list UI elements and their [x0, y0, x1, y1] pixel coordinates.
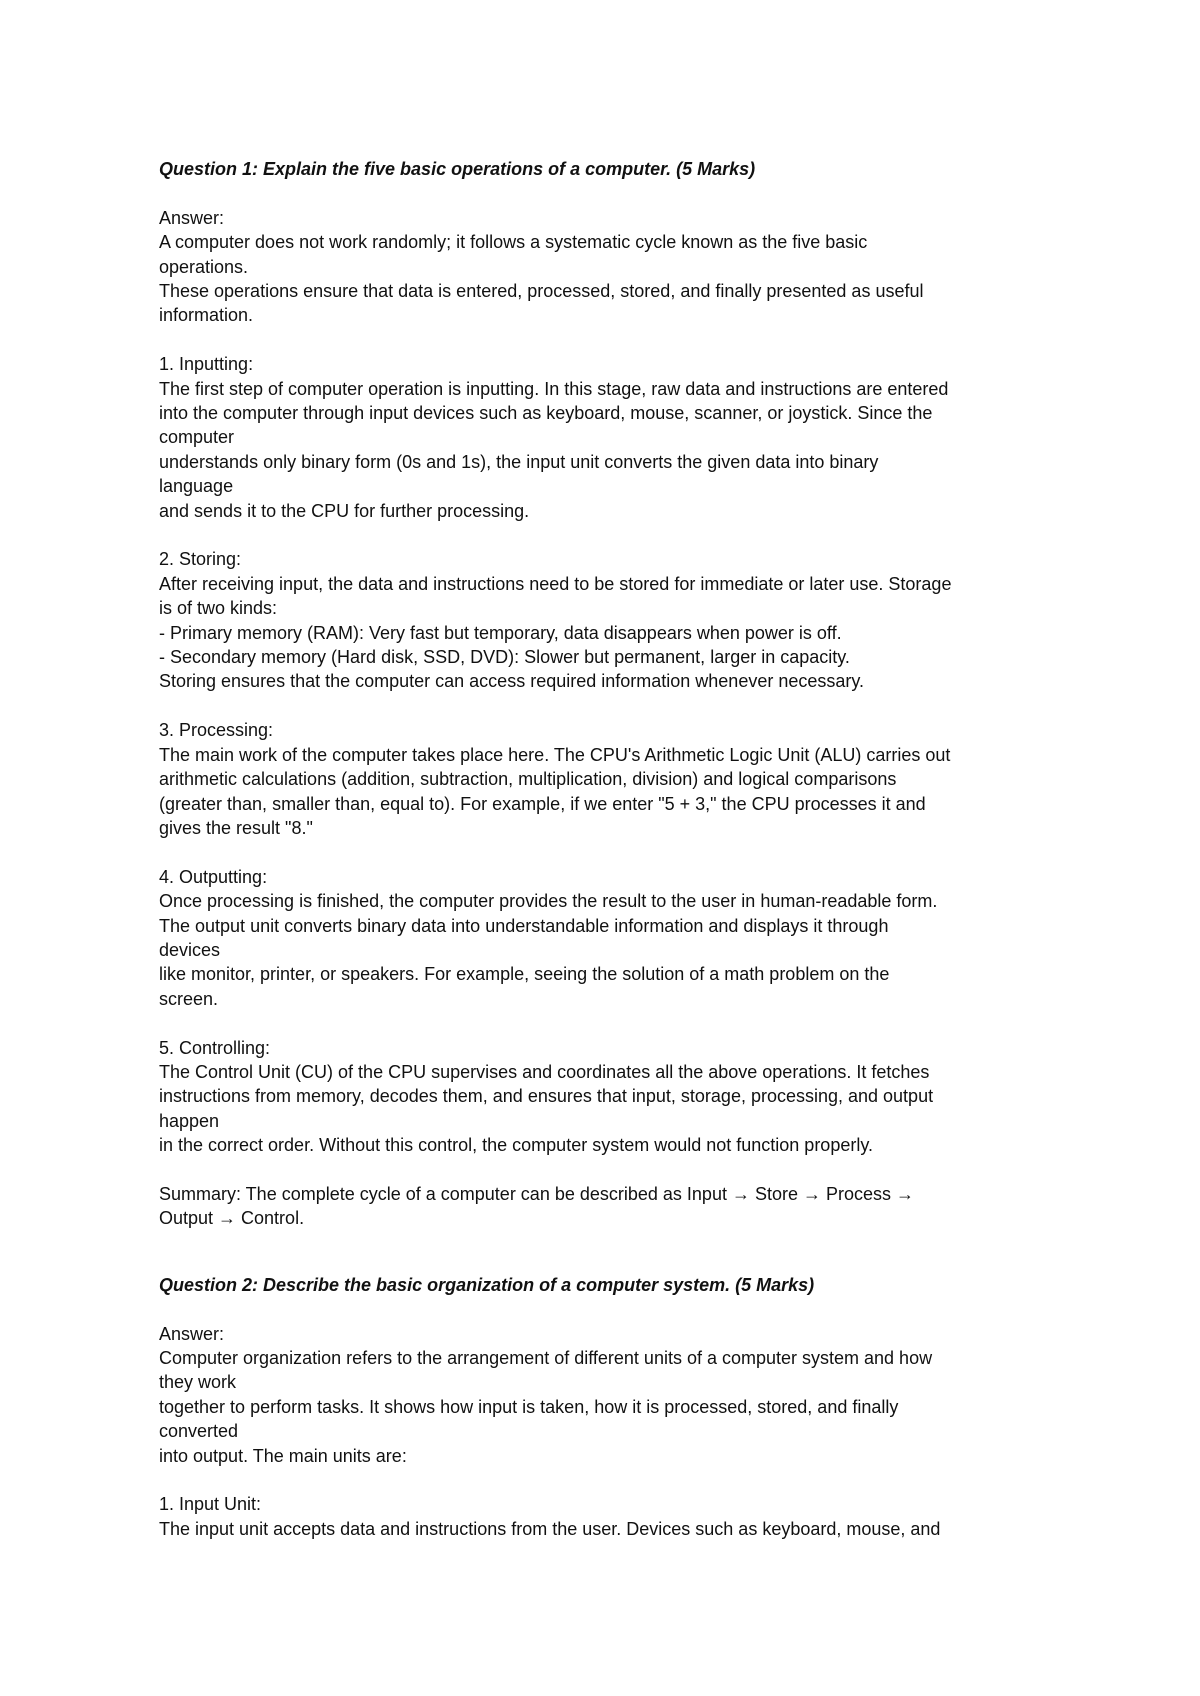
q2-intro-line: into output. The main units are:: [159, 1445, 407, 1466]
section-heading-input-unit: 1. Input Unit:: [159, 1494, 262, 1515]
section-line: The first step of computer operation is inputting. In this stage, raw data and instructions are entered: [159, 378, 949, 399]
spacer: [159, 840, 1059, 864]
section-heading-controlling: 5. Controlling:: [159, 1037, 271, 1058]
section-line: The input unit accepts data and instructions from the user. Devices such as keyboard, mouse, and: [159, 1518, 941, 1539]
spacer: [159, 1158, 1059, 1182]
question-2-title: Question 2: Describe the basic organization of a computer system. (5 Marks): [159, 1274, 815, 1295]
section-line: into the computer through input devices such as keyboard, mouse, scanner, or joystick. Since the: [159, 403, 933, 424]
q1-intro-line: These operations ensure that data is entered, processed, stored, and finally presented as useful: [159, 281, 924, 302]
section-line: arithmetic calculations (addition, subtraction, multiplication, division) and logical comparisons: [159, 769, 897, 790]
section-line: devices: [159, 939, 221, 960]
spacer: [159, 694, 1059, 718]
q1-intro-line: operations.: [159, 256, 249, 277]
summary-line: Summary: The complete cycle of a computer can be described as Input → Store → Process →: [159, 1183, 914, 1204]
section-line: happen: [159, 1110, 220, 1131]
q1-answer-label: Answer:: [159, 207, 225, 228]
section-line: is of two kinds:: [159, 598, 278, 619]
spacer: [159, 1297, 1059, 1321]
document-body: [159, 157, 1059, 1541]
section-line: like monitor, printer, or speakers. For example, seeing the solution of a math problem on the: [159, 964, 890, 985]
section-line: - Primary memory (RAM): Very fast but temporary, data disappears when power is off.: [159, 622, 842, 643]
section-line: Once processing is finished, the computer provides the result to the user in human-readable form.: [159, 891, 938, 912]
section-heading-storing: 2. Storing:: [159, 549, 242, 570]
question-1-title: Question 1: Explain the five basic operations of a computer. (5 Marks): [159, 159, 756, 179]
q1-intro-line: A computer does not work randomly; it follows a systematic cycle known as the five basic: [159, 232, 868, 253]
q2-intro-line: converted: [159, 1421, 239, 1442]
section-line: gives the result "8.": [159, 817, 313, 838]
section-line: (greater than, smaller than, equal to). For example, if we enter "5 + 3," the CPU processes it and: [159, 793, 926, 814]
section-line: and sends it to the CPU for further processing.: [159, 500, 530, 521]
section-line: Storing ensures that the computer can access required information whenever necessary.: [159, 671, 865, 692]
section-line: understands only binary form (0s and 1s), the input unit converts the given data into binary: [159, 451, 879, 472]
section-line: The Control Unit (CU) of the CPU supervises and coordinates all the above operations. It fetches: [159, 1061, 930, 1082]
spacer: [159, 523, 1059, 547]
section-line: - Secondary memory (Hard disk, SSD, DVD): Slower but permanent, larger in capacity.: [159, 647, 850, 668]
spacer: [159, 328, 1059, 352]
q2-intro-line: Computer organization refers to the arrangement of different units of a computer system and how: [159, 1347, 933, 1368]
spacer: [159, 1468, 1059, 1492]
q1-intro-line: information.: [159, 305, 254, 326]
section-heading-processing: 3. Processing:: [159, 720, 274, 741]
section-line: After receiving input, the data and instructions need to be stored for immediate or later use. Storage: [159, 573, 952, 594]
q2-intro-line: together to perform tasks. It shows how input is taken, how it is processed, stored, and finally: [159, 1396, 899, 1417]
spacer: [159, 1011, 1059, 1035]
q2-intro-line: they work: [159, 1372, 237, 1393]
summary-line: Output → Control.: [159, 1208, 305, 1229]
spacer: [159, 1231, 1059, 1273]
section-line: computer: [159, 427, 235, 448]
section-line: instructions from memory, decodes them, and ensures that input, storage, processing, and output: [159, 1086, 934, 1107]
section-line: The main work of the computer takes place here. The CPU's Arithmetic Logic Unit (ALU) carries out: [159, 744, 951, 765]
section-heading-inputting: 1. Inputting:: [159, 354, 254, 375]
q2-answer-label: Answer:: [159, 1323, 225, 1344]
spacer: [159, 181, 1059, 205]
section-line: in the correct order. Without this control, the computer system would not function properly.: [159, 1135, 873, 1156]
section-line: The output unit converts binary data into understandable information and displays it through: [159, 915, 889, 936]
section-line: language: [159, 476, 234, 497]
section-line: screen.: [159, 988, 219, 1009]
section-heading-outputting: 4. Outputting:: [159, 866, 268, 887]
